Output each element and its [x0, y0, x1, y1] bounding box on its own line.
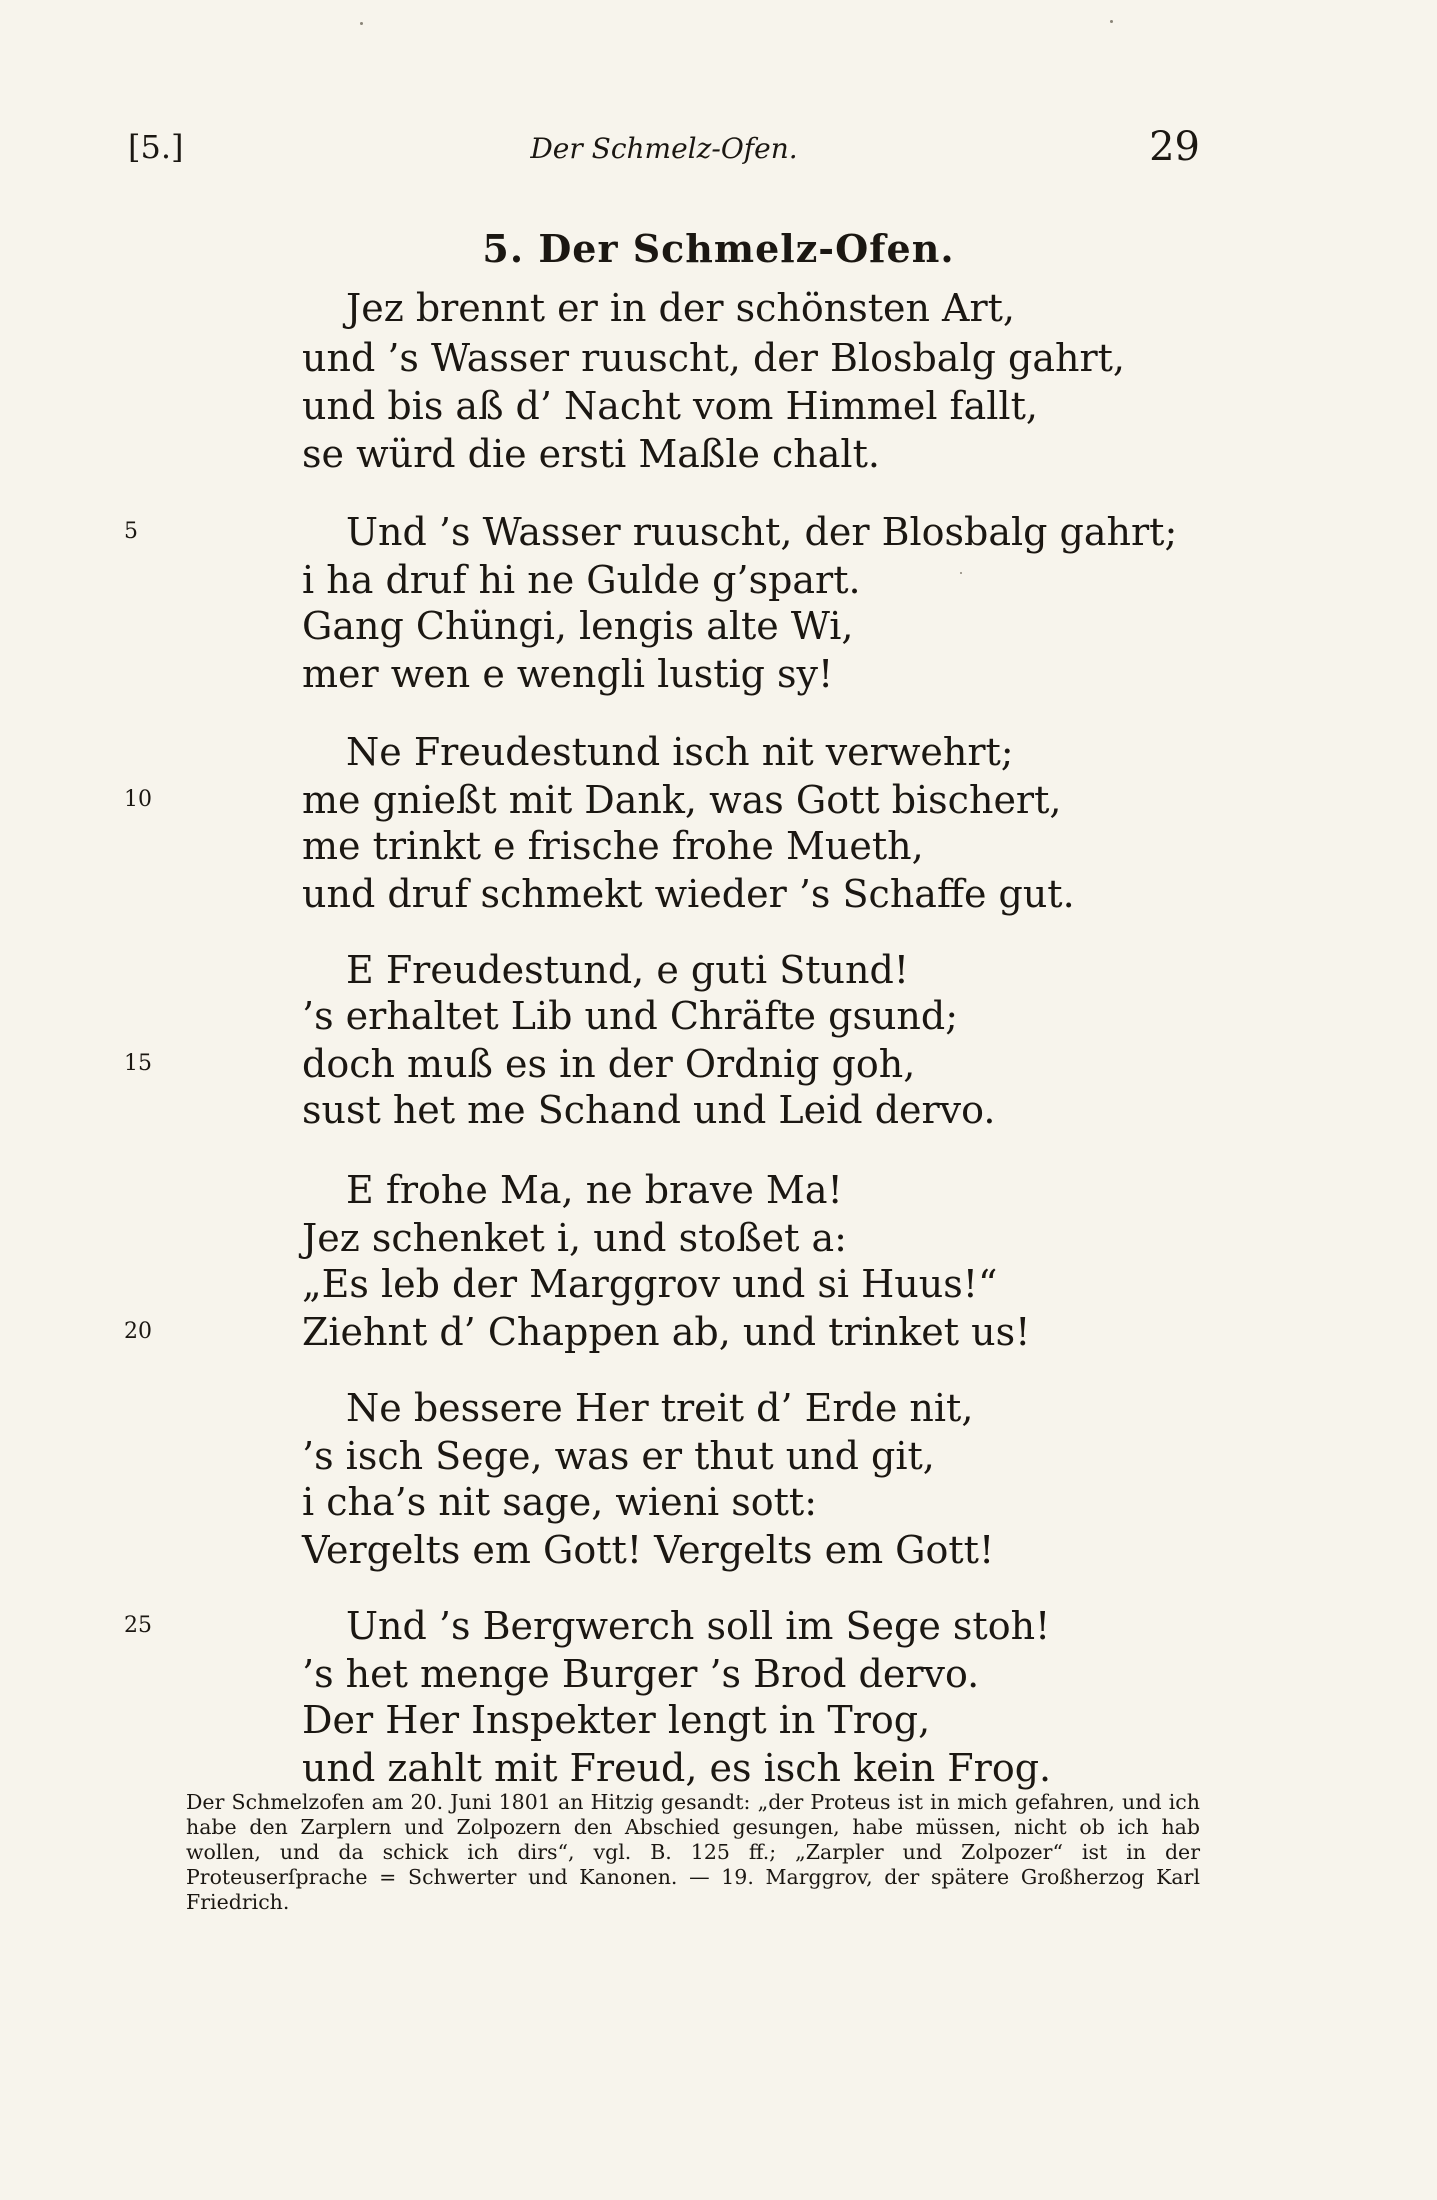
running-title: Der Schmelz-Ofen. — [530, 132, 798, 165]
verse-line: „Es leb der Marggrov und si Huus!“ — [302, 1262, 998, 1306]
verse-line: mer wen e wengli lustig sy! — [302, 652, 834, 696]
poem-title: 5. Der Schmelz-Ofen. — [482, 226, 955, 271]
verse-line: ’s erhaltet Lib und Chräfte gsund; — [302, 994, 959, 1038]
verse-line: doch muß es in der Ordnig goh, — [302, 1042, 916, 1086]
verse-line: me trinkt e frische frohe Mueth, — [302, 824, 924, 868]
verse-line: sust het me Schand und Leid dervo. — [302, 1088, 996, 1132]
footnote: Der Schmelzofen am 20. Juni 1801 an Hitzig gesandt: „der Proteus ist in mich gefahren, und ich habe den Zarplern und Zolpozern den Abschied gesungen, habe müssen, nicht ob ich hab wollen, und da schick ich dirs“, vgl. B. 125 ff.; „Zarpler und Zolpozer“ ist in der Proteuserſprache = Schwerter und Kanonen. — 19. Marggrov, der spätere Großherzog Karl Friedrich. — [186, 1790, 1200, 1914]
verse-line: E Freudestund, e guti Stund! — [346, 948, 910, 992]
paper-speck — [1110, 20, 1113, 23]
verse-line: Ne bessere Her treit d’ Erde nit, — [346, 1386, 974, 1430]
verse-line: und druf schmekt wieder ’s Schaffe gut. — [302, 872, 1075, 916]
paper-speck — [360, 22, 363, 25]
paper-speck — [960, 572, 962, 574]
line-number: 10 — [124, 787, 152, 812]
line-number: 15 — [124, 1051, 152, 1076]
page-number: 29 — [1149, 124, 1200, 170]
page-header — [128, 124, 1200, 172]
verse-line: Und ’s Bergwerch soll im Sege stoh! — [346, 1604, 1051, 1648]
verse-line: i ha druf hi ne Gulde g’spart. — [302, 558, 861, 602]
verse-line: Gang Chüngi, lengis alte Wi, — [302, 604, 854, 648]
verse-line: E frohe Ma, ne brave Ma! — [346, 1168, 843, 1212]
verse-line: me gnießt mit Dank, was Gott bischert, — [302, 778, 1062, 822]
verse-line: Vergelts em Gott! Vergelts em Gott! — [302, 1528, 995, 1572]
line-number: 5 — [124, 519, 138, 544]
line-number: 25 — [124, 1613, 152, 1638]
verse-line: i cha’s nit sage, wieni sott: — [302, 1480, 818, 1524]
verse-line: Ziehnt d’ Chappen ab, und trinket us! — [302, 1310, 1031, 1354]
line-number: 20 — [124, 1319, 152, 1344]
verse-line: Und ’s Wasser ruuscht, der Blosbalg gahrt; — [346, 510, 1178, 554]
verse-line: se würd die ersti Maßle chalt. — [302, 432, 880, 476]
verse-line: und ’s Wasser ruuscht, der Blosbalg gahrt, — [302, 336, 1125, 380]
verse-line: und bis aß d’ Nacht vom Himmel fallt, — [302, 384, 1038, 428]
verse-line: Der Her Inspekter lengt in Trog, — [302, 1698, 931, 1742]
verse-line: ’s isch Sege, was er thut und git, — [302, 1434, 935, 1478]
verse-line: Ne Freudestund isch nit verwehrt; — [346, 730, 1014, 774]
signature-mark: [5.] — [128, 128, 184, 166]
verse-line: Jez brennt er in der schönsten Art, — [346, 286, 1015, 330]
verse-line: und zahlt mit Freud, es isch kein Frog. — [302, 1746, 1052, 1790]
verse-line: Jez schenket i, und stoßet a: — [302, 1216, 847, 1260]
verse-line: ’s het menge Burger ’s Brod dervo. — [302, 1652, 980, 1696]
